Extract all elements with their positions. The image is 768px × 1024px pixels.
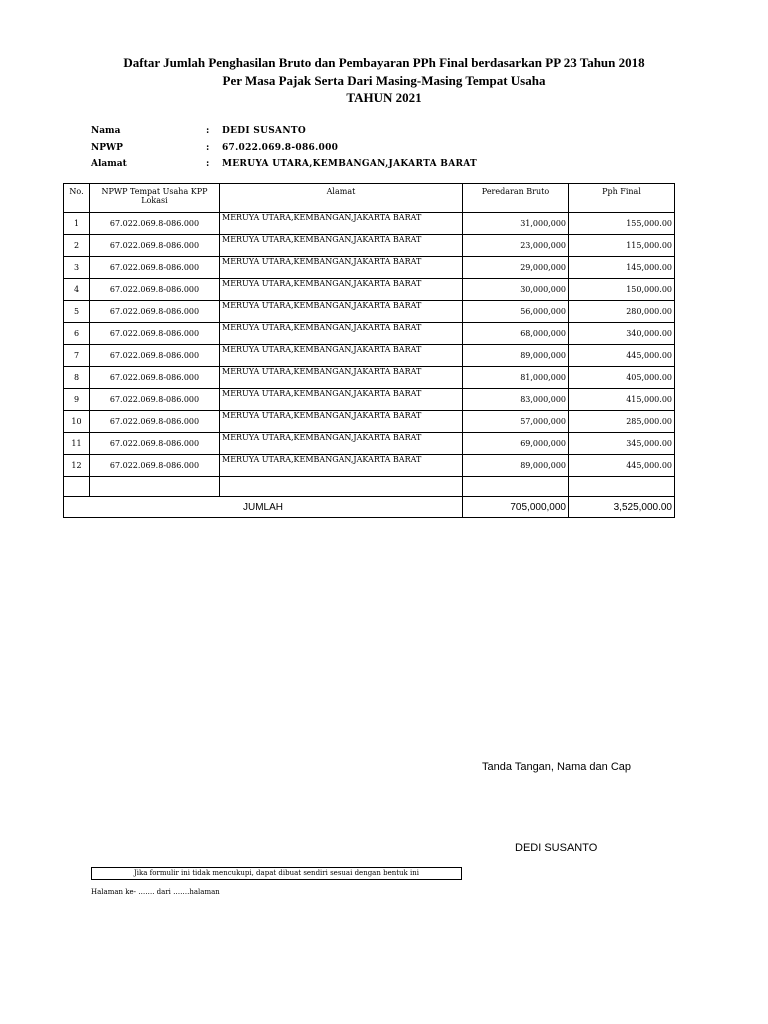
row-bruto: 89,000,000 xyxy=(463,455,569,477)
row-bruto: 31,000,000 xyxy=(463,213,569,235)
row-no: 11 xyxy=(64,433,90,455)
table-row xyxy=(64,433,675,455)
row-npwp: 67.022.069.8-086.000 xyxy=(90,257,220,279)
row-pph: 280,000.00 xyxy=(569,301,675,323)
npwp-colon: : xyxy=(206,143,210,153)
row-pph: 340,000.00 xyxy=(569,323,675,345)
row-pph: 445,000.00 xyxy=(569,455,675,477)
row-pph: 115,000.00 xyxy=(569,235,675,257)
form-note: Jika formulir ini tidak mencukupi, dapat dibuat sendiri sesuai dengan bentuk ini xyxy=(91,867,462,880)
col-header-alamat: Alamat xyxy=(220,184,463,213)
blank-cell xyxy=(569,477,675,497)
row-alamat: MERUYA UTARA,KEMBANGAN,JAKARTA BARAT xyxy=(220,455,463,477)
table-row xyxy=(64,367,675,389)
row-alamat: MERUYA UTARA,KEMBANGAN,JAKARTA BARAT xyxy=(220,279,463,301)
row-no: 3 xyxy=(64,257,90,279)
row-bruto: 89,000,000 xyxy=(463,345,569,367)
blank-cell xyxy=(463,477,569,497)
row-alamat: MERUYA UTARA,KEMBANGAN,JAKARTA BARAT xyxy=(220,301,463,323)
alamat-value: MERUYA UTARA,KEMBANGAN,JAKARTA BARAT xyxy=(222,159,478,169)
document-title-year: TAHUN 2021 xyxy=(346,90,422,105)
blank-cell xyxy=(220,477,463,497)
document-title-line-1: Daftar Jumlah Penghasilan Bruto dan Pembayaran PPh Final berdasarkan PP 23 Tahun 2018 xyxy=(123,55,645,70)
alamat-label: Alamat xyxy=(91,159,127,169)
row-npwp: 67.022.069.8-086.000 xyxy=(90,235,220,257)
total-pph: 3,525,000.00 xyxy=(569,497,675,518)
row-alamat: MERUYA UTARA,KEMBANGAN,JAKARTA BARAT xyxy=(220,345,463,367)
nama-value: DEDI SUSANTO xyxy=(222,126,307,136)
blank-cell xyxy=(64,477,90,497)
row-npwp: 67.022.069.8-086.000 xyxy=(90,345,220,367)
row-no: 5 xyxy=(64,301,90,323)
alamat-colon: : xyxy=(206,159,210,169)
table-row xyxy=(64,235,675,257)
table-row xyxy=(64,279,675,301)
table-header-row xyxy=(64,184,675,213)
row-alamat: MERUYA UTARA,KEMBANGAN,JAKARTA BARAT xyxy=(220,433,463,455)
row-alamat: MERUYA UTARA,KEMBANGAN,JAKARTA BARAT xyxy=(220,235,463,257)
document-title-line-2: Per Masa Pajak Serta Dari Masing-Masing Tempat Usaha xyxy=(222,73,546,88)
row-bruto: 23,000,000 xyxy=(463,235,569,257)
npwp-label: NPWP xyxy=(91,143,123,153)
table-row xyxy=(64,323,675,345)
row-npwp: 67.022.069.8-086.000 xyxy=(90,455,220,477)
nama-colon: : xyxy=(206,126,210,136)
col-header-pph: Pph Final xyxy=(569,184,675,213)
total-label: JUMLAH xyxy=(64,497,463,518)
col-header-no: No. xyxy=(64,184,90,213)
total-bruto: 705,000,000 xyxy=(463,497,569,518)
row-no: 2 xyxy=(64,235,90,257)
col-header-bruto: Peredaran Bruto xyxy=(463,184,569,213)
row-bruto: 68,000,000 xyxy=(463,323,569,345)
row-pph: 345,000.00 xyxy=(569,433,675,455)
row-no: 4 xyxy=(64,279,90,301)
table-row xyxy=(64,301,675,323)
row-bruto: 56,000,000 xyxy=(463,301,569,323)
row-npwp: 67.022.069.8-086.000 xyxy=(90,433,220,455)
row-no: 10 xyxy=(64,411,90,433)
row-pph: 415,000.00 xyxy=(569,389,675,411)
signature-name: DEDI SUSANTO xyxy=(515,842,598,854)
table-row xyxy=(64,411,675,433)
nama-label: Nama xyxy=(91,126,121,136)
row-no: 9 xyxy=(64,389,90,411)
income-table xyxy=(63,183,675,518)
page-counter-note: Halaman ke- ……. dari …….halaman xyxy=(91,888,220,896)
row-npwp: 67.022.069.8-086.000 xyxy=(90,389,220,411)
row-alamat: MERUYA UTARA,KEMBANGAN,JAKARTA BARAT xyxy=(220,213,463,235)
row-pph: 155,000.00 xyxy=(569,213,675,235)
row-no: 7 xyxy=(64,345,90,367)
npwp-value: 67.022.069.8-086.000 xyxy=(222,143,339,153)
row-alamat: MERUYA UTARA,KEMBANGAN,JAKARTA BARAT xyxy=(220,257,463,279)
row-alamat: MERUYA UTARA,KEMBANGAN,JAKARTA BARAT xyxy=(220,323,463,345)
row-pph: 405,000.00 xyxy=(569,367,675,389)
row-pph: 145,000.00 xyxy=(569,257,675,279)
row-bruto: 83,000,000 xyxy=(463,389,569,411)
table-row xyxy=(64,389,675,411)
row-pph: 285,000.00 xyxy=(569,411,675,433)
table-row xyxy=(64,455,675,477)
row-bruto: 57,000,000 xyxy=(463,411,569,433)
table-blank-row xyxy=(64,477,675,497)
row-no: 6 xyxy=(64,323,90,345)
table-total-row xyxy=(64,497,675,518)
table-row xyxy=(64,257,675,279)
row-no: 1 xyxy=(64,213,90,235)
row-no: 8 xyxy=(64,367,90,389)
row-npwp: 67.022.069.8-086.000 xyxy=(90,301,220,323)
row-no: 12 xyxy=(64,455,90,477)
row-npwp: 67.022.069.8-086.000 xyxy=(90,367,220,389)
row-npwp: 67.022.069.8-086.000 xyxy=(90,411,220,433)
row-alamat: MERUYA UTARA,KEMBANGAN,JAKARTA BARAT xyxy=(220,367,463,389)
row-bruto: 29,000,000 xyxy=(463,257,569,279)
row-alamat: MERUYA UTARA,KEMBANGAN,JAKARTA BARAT xyxy=(220,411,463,433)
signature-title: Tanda Tangan, Nama dan Cap xyxy=(482,761,632,773)
row-bruto: 69,000,000 xyxy=(463,433,569,455)
col-header-npwp: NPWP Tempat Usaha KPP Lokasi xyxy=(90,184,220,213)
row-bruto: 30,000,000 xyxy=(463,279,569,301)
table-row xyxy=(64,213,675,235)
row-npwp: 67.022.069.8-086.000 xyxy=(90,213,220,235)
row-pph: 445,000.00 xyxy=(569,345,675,367)
row-npwp: 67.022.069.8-086.000 xyxy=(90,279,220,301)
row-bruto: 81,000,000 xyxy=(463,367,569,389)
row-npwp: 67.022.069.8-086.000 xyxy=(90,323,220,345)
blank-cell xyxy=(90,477,220,497)
table-row xyxy=(64,345,675,367)
row-alamat: MERUYA UTARA,KEMBANGAN,JAKARTA BARAT xyxy=(220,389,463,411)
row-pph: 150,000.00 xyxy=(569,279,675,301)
